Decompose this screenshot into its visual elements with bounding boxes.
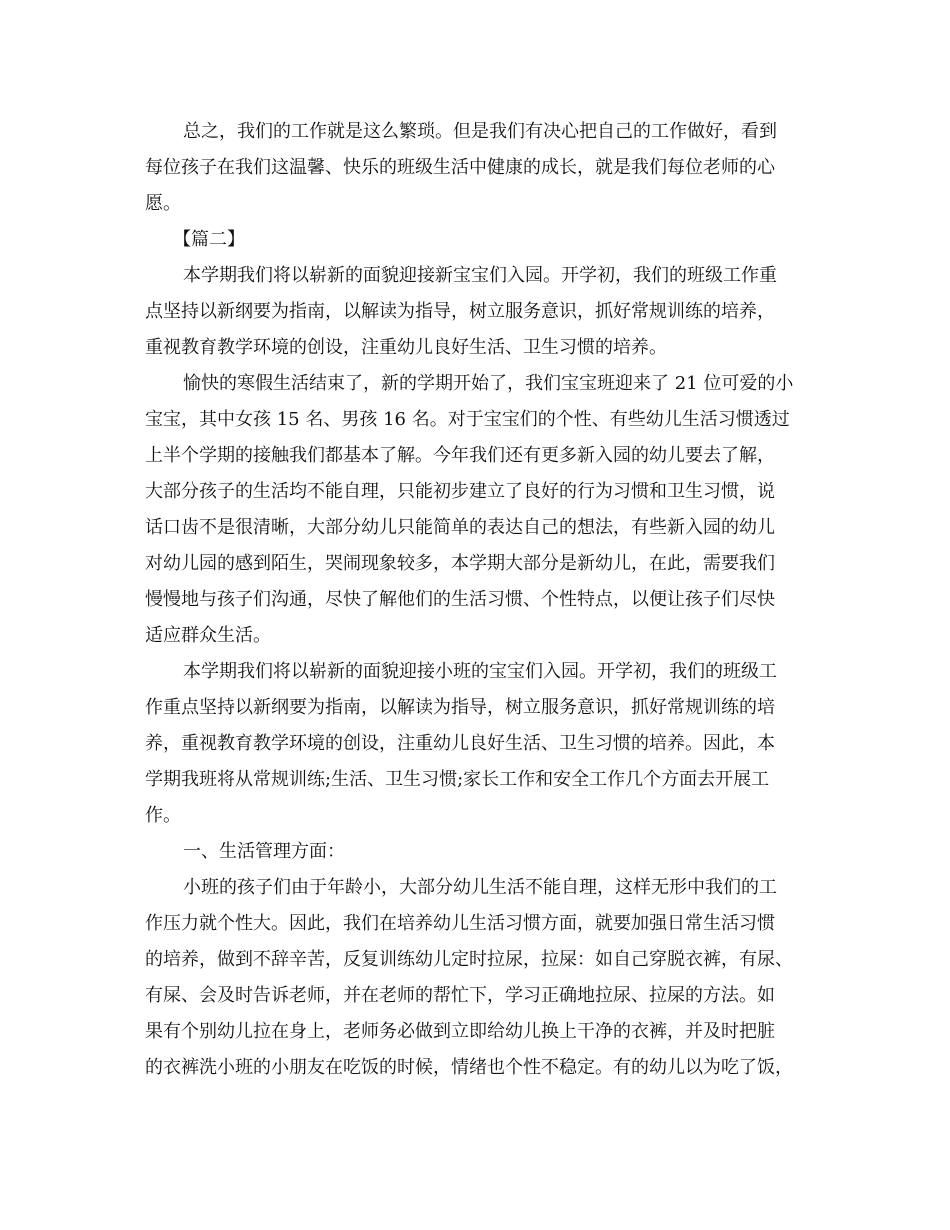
paragraph-line: 重视教育教学环境的创设，注重幼儿良好生活、卫生习惯的培养。	[145, 337, 667, 358]
paragraph-line: 适应群众生活。	[145, 625, 271, 646]
paragraph-line: 上半个学期的接触我们都基本了解。今年我们还有更多新入园的幼儿要去了解，	[145, 445, 775, 466]
paragraph-line: 大部分孩子的生活均不能自理，只能初步建立了良好的行为习惯和卫生习惯，说	[145, 481, 775, 502]
subsection-heading: 一、生活管理方面：	[183, 841, 345, 862]
paragraph-line: 作重点坚持以新纲要为指南，以解读为指导，树立服务意识，抓好常规训练的培	[145, 697, 775, 718]
paragraph-line: 对幼儿园的感到陌生，哭闹现象较多，本学期大部分是新幼儿，在此，需要我们	[145, 553, 775, 574]
paragraph-line: 作压力就个性大。因此，我们在培养幼儿生活习惯方面，就要加强日常生活习惯	[145, 913, 775, 934]
paragraph-line: 总之，我们的工作就是这么繁琐。但是我们有决心把自己的工作做好，看到	[183, 121, 777, 142]
paragraph-line: 的培养，做到不辞辛苦，反复训练幼儿定时拉尿，拉屎：如自己穿脱衣裤，有尿、	[145, 949, 793, 970]
section-heading: 【篇二】	[173, 229, 245, 250]
paragraph-line: 小班的孩子们由于年龄小，大部分幼儿生活不能自理，这样无形中我们的工	[183, 877, 777, 898]
paragraph-line: 愿。	[145, 193, 181, 214]
paragraph-line: 慢慢地与孩子们沟通，尽快了解他们的生活习惯、个性特点，以便让孩子们尽快	[145, 589, 775, 610]
paragraph-line: 愉快的寒假生活结束了，新的学期开始了，我们宝宝班迎来了 21 位可爱的小	[183, 373, 794, 394]
paragraph-line: 每位孩子在我们这温馨、快乐的班级生活中健康的成长，就是我们每位老师的心	[145, 157, 775, 178]
paragraph-line: 本学期我们将以崭新的面貌迎接新宝宝们入园。开学初，我们的班级工作重	[183, 265, 777, 286]
paragraph-line: 养，重视教育教学环境的创设，注重幼儿良好生活、卫生习惯的培养。因此，本	[145, 733, 775, 754]
paragraph-line: 的衣裤洗小班的小朋友在吃饭的时候，情绪也个性不稳定。有的幼儿以为吃了饭，	[145, 1057, 793, 1078]
paragraph-line: 宝宝，其中女孩 15 名、男孩 16 名。对于宝宝们的个性、有些幼儿生活习惯透过	[145, 409, 790, 430]
paragraph-line: 作。	[145, 805, 181, 826]
paragraph-line: 点坚持以新纲要为指南，以解读为指导，树立服务意识，抓好常规训练的培养，	[145, 301, 775, 322]
paragraph-line: 学期我班将从常规训练;生活、卫生习惯;家长工作和安全工作几个方面去开展工	[145, 769, 770, 790]
paragraph-line: 有屎、会及时告诉老师，并在老师的帮忙下，学习正确地拉尿、拉屎的方法。如	[145, 985, 775, 1006]
paragraph-line: 果有个别幼儿拉在身上，老师务必做到立即给幼儿换上干净的衣裤，并及时把脏	[145, 1021, 775, 1042]
paragraph-line: 本学期我们将以崭新的面貌迎接小班的宝宝们入园。开学初，我们的班级工	[183, 661, 777, 682]
paragraph-line: 话口齿不是很清晰，大部分幼儿只能简单的表达自己的想法，有些新入园的幼儿	[145, 517, 775, 538]
